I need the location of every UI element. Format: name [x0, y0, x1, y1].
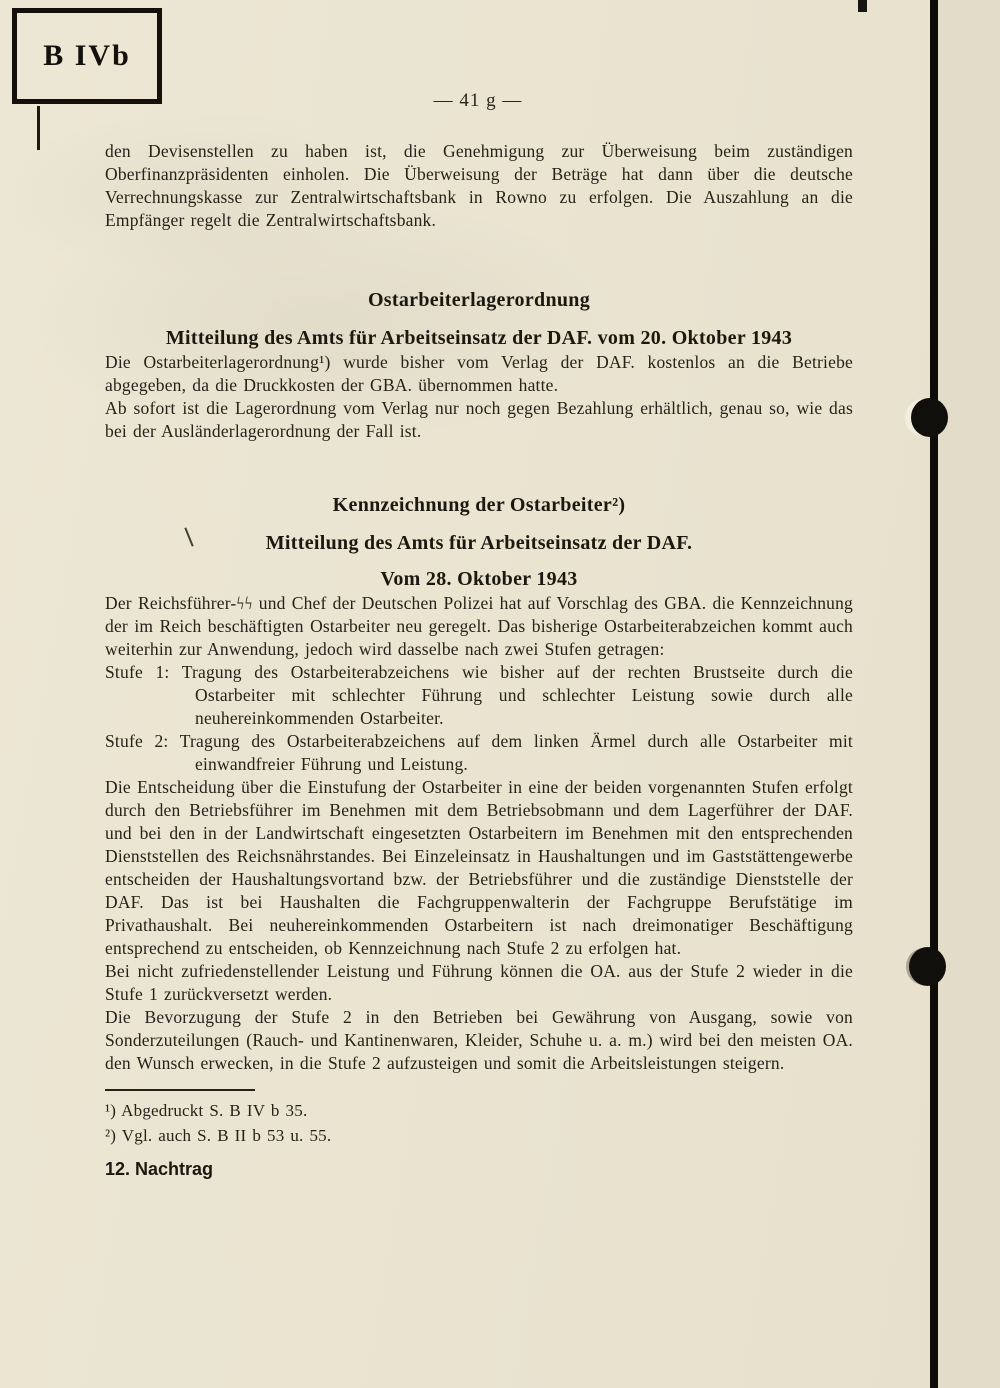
section2-paragraph-3: Bei nicht zufriedenstellender Leistung und Führung können die OA. aus der Stufe 2 wieder in die Stufe 1 zurückversetzt werden. — [105, 961, 853, 1004]
intro-paragraph: den Devisenstellen zu haben ist, die Genehmigung zur Überweisung beim zuständigen Oberfinanzpräsidenten einholen. Die Überweisung der Beträge hat dann über die deutsche Verrechnungskasse zur Zentralwirtschaftsbank in Rowno zu erfolgen. Die Auszahlung an die Empfänger regelt die Zentralwirtschaftsbank. — [105, 141, 853, 230]
nachtrag-label: 12. Nachtrag — [105, 1159, 214, 1179]
stufe-1-text: Tragung des Ostarbeiterabzeichens wie bisher auf der rechten Brustseite durch die Ostarbeiter mit schlechter Führung und schlechter Leistung sowie durch alle neuhereinkommenden Ostarbeiter. — [181, 662, 853, 728]
section2-paragraph-4: Die Bevorzugung der Stufe 2 in den Betrieben bei Gewährung von Ausgang, sowie von Sonderzuteilungen (Rauch- und Kantinenwaren, Kleider, Schuhe u. a. m.) wird bei den meisten OA. den Wunsch erwecken, in die Stufe 2 aufzusteigen und somit die Arbeitsleistungen steigern. — [105, 1007, 853, 1073]
punch-hole-dark — [909, 947, 946, 986]
punch-hole-top — [905, 398, 947, 438]
registration-mark — [37, 106, 40, 150]
section1-subtitle: Mitteilung des Amts für Arbeitseinsatz der DAF. vom 20. Oktober 1943 — [165, 327, 793, 349]
top-edge-mark — [858, 0, 867, 12]
punch-hole-bottom — [906, 947, 948, 987]
section2-paragraph-2: Die Entscheidung über die Einstufung der Ostarbeiter in eine der beiden vorgenannten Stufen erfolgt durch den Betriebsführer im Benehmen mit dem Betriebsobmann und dem Lagerführer der DAF. und bei den in der Landwirtschaft eingesetzten Ostarbeitern im Benehmen mit den entsprechenden Dienststellen des Reichsnährstandes. Bei Einzeleinsatz in Haushaltungen und im Gaststättengewerbe entscheiden der Haushaltungsvortand bzw. der Betriebsführer und die zuständige Dienststelle der DAF. Das ist bei Haushalten die Fachgruppenwalterin der Fachgruppe Berufstätige im Privathaushalt. Bei neuhereinkommenden Ostarbeitern ist nach dreimonatiger Beschäftigung entsprechend zu entscheiden, ob Kennzeichnung nach Stufe 2 zu erfolgen hat. — [105, 777, 853, 958]
page-number: — 41 g — — [433, 90, 523, 111]
stufe-2-text: Tragung des Ostarbeiterabzeichens auf dem linken Ärmel durch alle Ostarbeiter mit einwandfreier Führung und Leistung. — [179, 731, 853, 774]
section1-title: Ostarbeiterlagerordnung — [367, 289, 591, 311]
footnote-1: ¹) Abgedruckt S. B IV b 35. — [105, 1101, 308, 1120]
section1-paragraph-2: Ab sofort ist die Lagerordnung vom Verlag nur noch gegen Bezahlung erhältlich, genau so, wie das bei der Ausländerlagerordnung der Fall ist. — [105, 398, 853, 441]
classification-label: B IVb — [43, 39, 131, 72]
section2-title: Kennzeichnung der Ostarbeiter²) — [332, 494, 626, 516]
punch-hole-dark — [911, 398, 948, 437]
section2-subtitle-2: Vom 28. Oktober 1943 — [380, 568, 578, 590]
stufe-1-item — [105, 661, 853, 730]
section1-paragraph-1: Die Ostarbeiterlagerordnung¹) wurde bisher vom Verlag der DAF. kostenlos an die Betriebe abgegeben, da die Druckkosten der GBA. übernommen hatte. — [105, 352, 853, 395]
stufe-2-label: Stufe 2: — [105, 731, 169, 751]
binding-edge-line — [930, 0, 938, 1388]
text-column — [105, 140, 853, 1180]
footnote-separator — [105, 1089, 255, 1091]
stufe-1-label: Stufe 1: — [105, 662, 170, 682]
page-right-margin-strip — [938, 0, 1000, 1388]
section2-paragraph-1: Der Reichsführer-ϟϟ und Chef der Deutschen Polizei hat auf Vorschlag des GBA. die Kennzeichnung der im Reich beschäftigten Ostarbeiter neu geregelt. Das bisherige Ostarbeiterabzeichen kommt auch weiterhin zur Anwendung, jedoch wird dasselbe nach zwei Stufen getragen: — [105, 593, 853, 659]
section2-subtitle-1: Mitteilung des Amts für Arbeitseinsatz der DAF. — [265, 532, 693, 554]
stufe-2-item — [105, 730, 853, 776]
footnote-2: ²) Vgl. auch S. B II b 53 u. 55. — [105, 1126, 332, 1145]
